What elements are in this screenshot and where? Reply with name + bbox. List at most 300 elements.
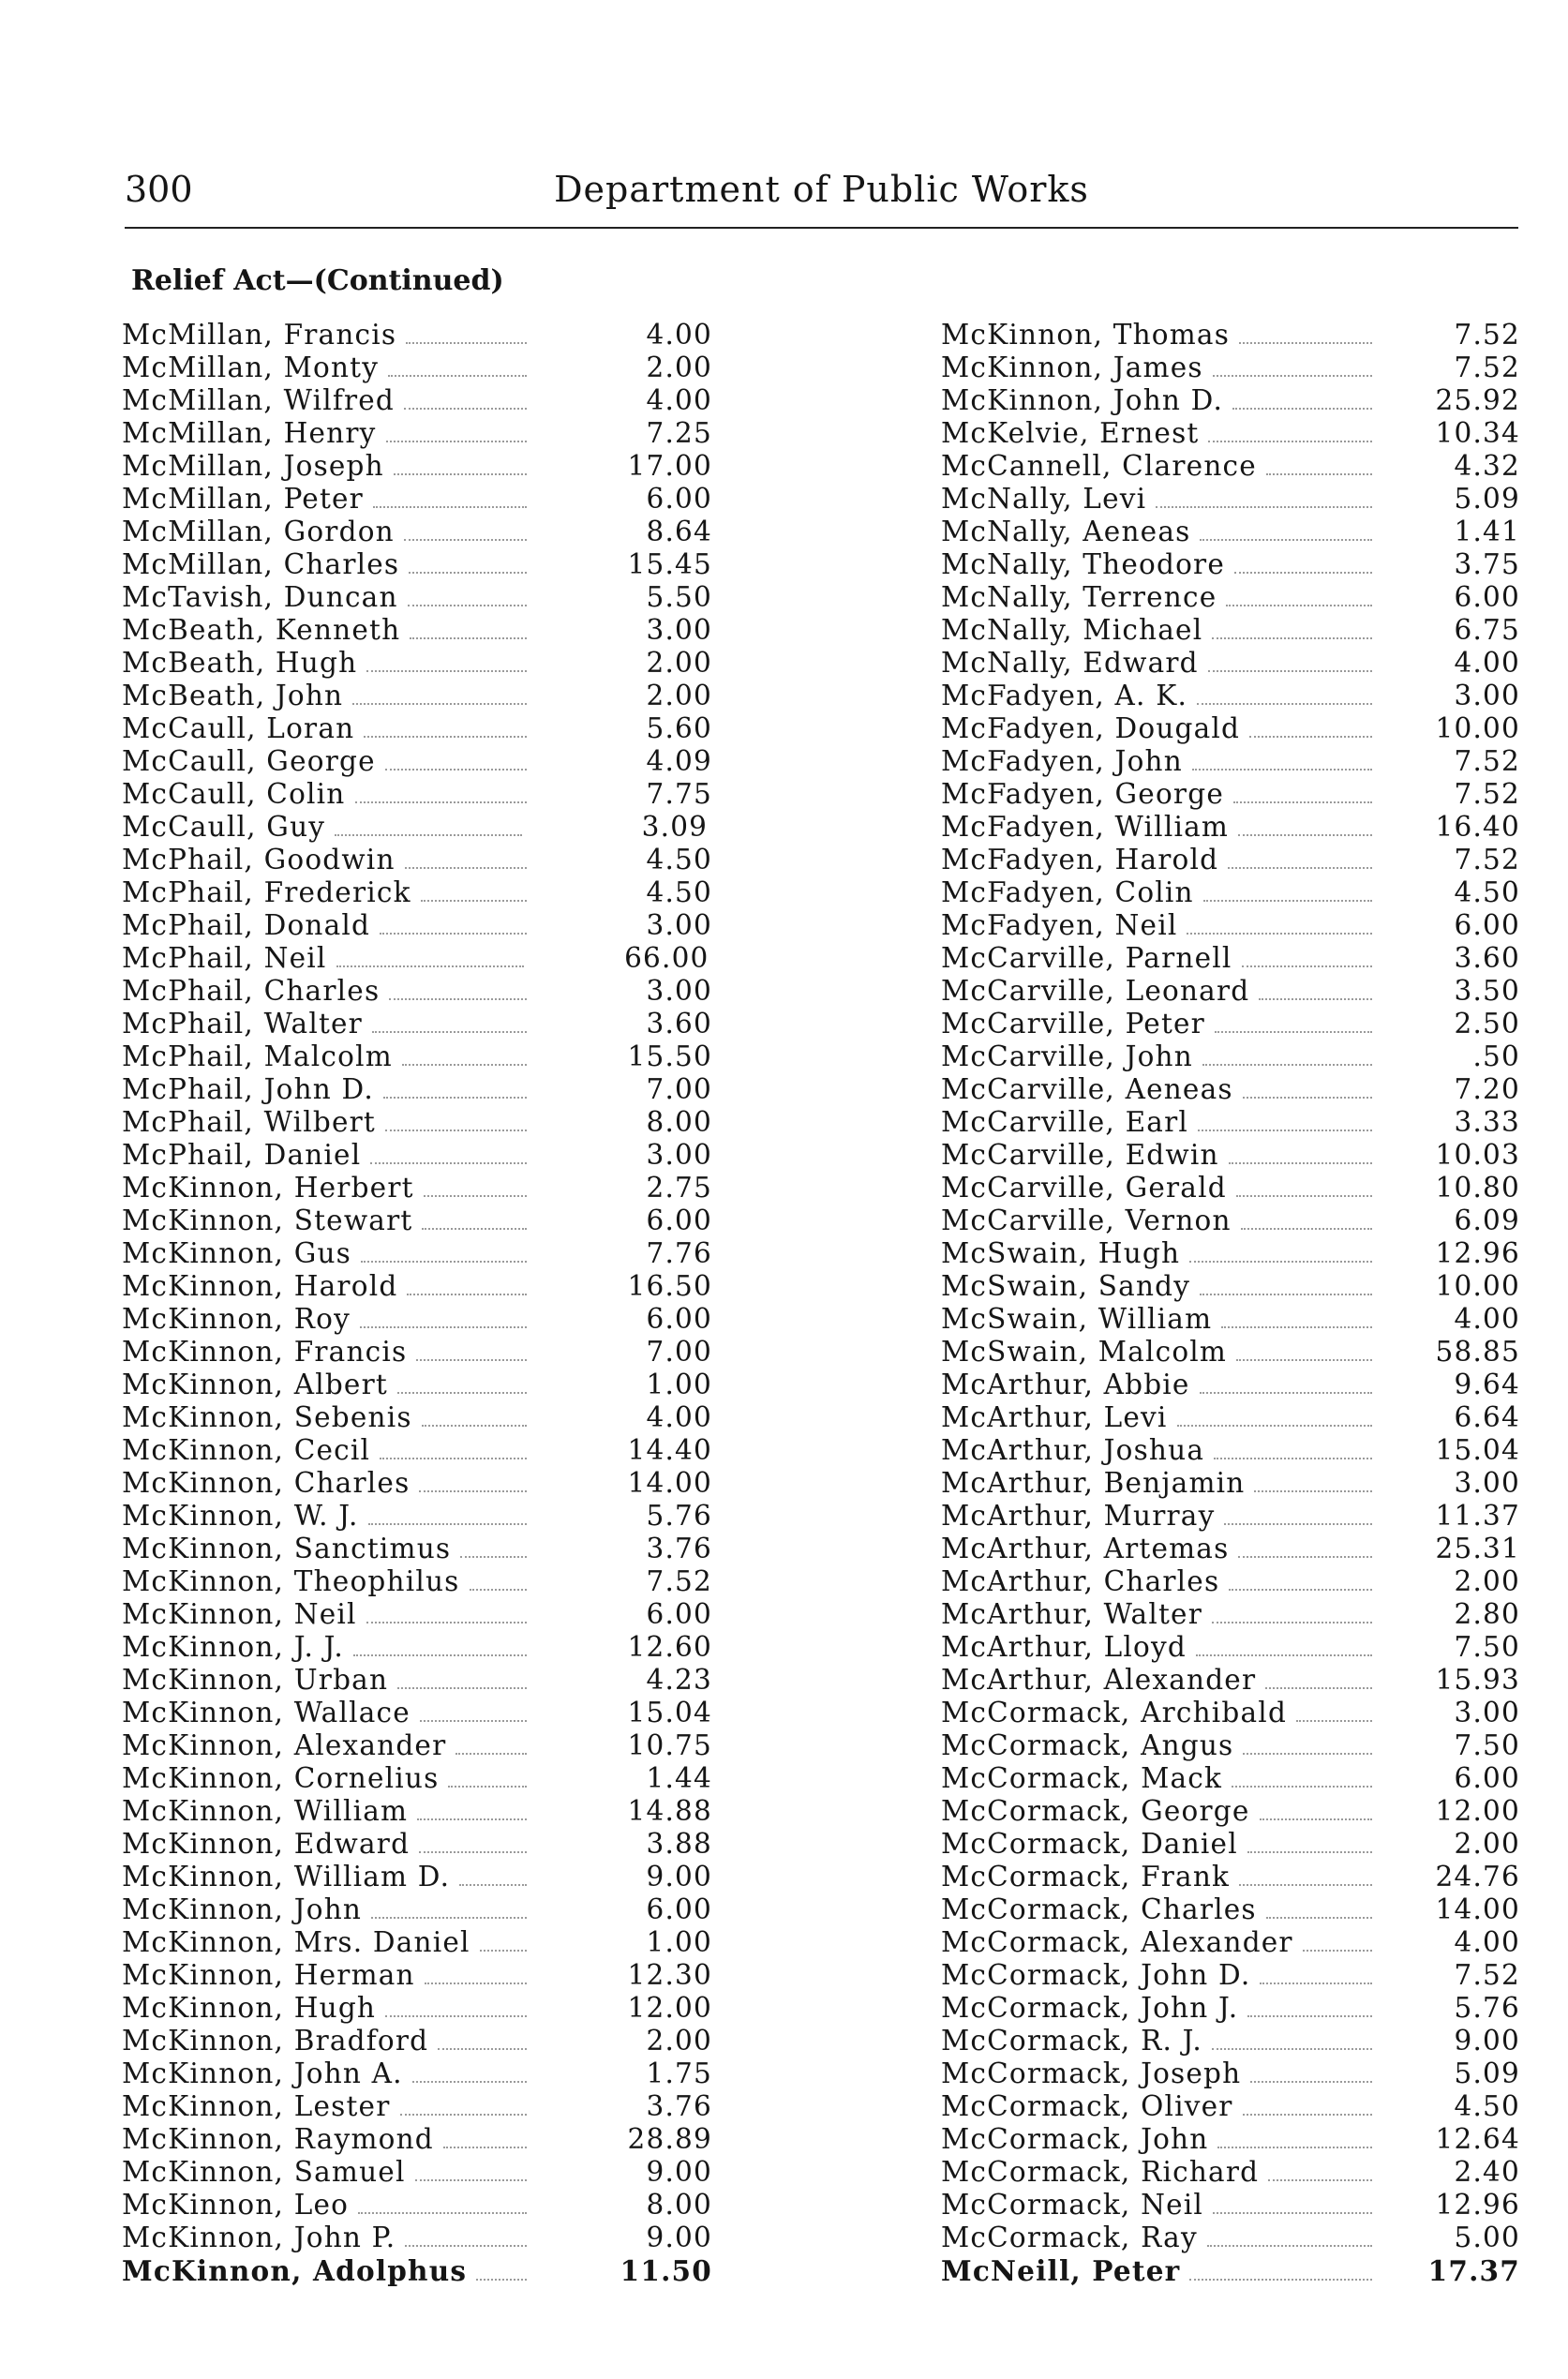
list-item (122, 1565, 712, 1598)
entry-amount: 10.00 (1435, 712, 1520, 744)
dot-leader (373, 487, 527, 508)
list-item (941, 1040, 1520, 1073)
list-item (941, 1204, 1520, 1237)
entry-amount: 2.50 (1454, 1008, 1520, 1040)
entry-name: McKinnon, Neil (122, 1598, 357, 1630)
entry-name: McCannell, Clarence (941, 450, 1257, 482)
dot-leader (404, 520, 527, 541)
list-item (122, 548, 712, 581)
entry-name: McKinnon, Alexander (122, 1729, 447, 1761)
list-item (122, 1500, 712, 1533)
list-item (122, 1598, 712, 1631)
entry-name: McKinnon, Leo (122, 2189, 350, 2221)
entry-amount: 1.75 (646, 2057, 712, 2089)
dot-leader (425, 1964, 527, 1984)
dot-leader (1203, 881, 1372, 902)
entry-name: McKinnon, Herbert (122, 1172, 414, 1204)
list-item (122, 417, 712, 450)
entry-name: McCaull, Loran (122, 712, 355, 744)
entry-name: McArthur, Levi (941, 1401, 1168, 1433)
entry-amount: 17.37 (1427, 2254, 1520, 2287)
list-item (941, 1828, 1520, 1861)
dot-leader (397, 1373, 527, 1394)
dot-leader (1265, 1668, 1372, 1689)
list-item (941, 450, 1520, 483)
dot-leader (1260, 1800, 1372, 1820)
entry-amount: 2.00 (646, 352, 712, 383)
list-item (941, 778, 1520, 811)
entry-name: McBeath, Hugh (122, 647, 358, 679)
list-item (941, 1336, 1520, 1369)
entry-name: McSwain, Hugh (941, 1237, 1181, 1269)
entry-amount: 6.00 (1454, 1762, 1520, 1794)
entry-amount: 7.76 (646, 1237, 712, 1269)
dot-leader (408, 586, 527, 606)
dot-leader (1196, 1636, 1372, 1656)
entry-name: McArthur, Alexander (941, 1664, 1257, 1696)
entry-amount: 5.60 (646, 712, 712, 744)
entry-name: McKinnon, J. J. (122, 1631, 344, 1663)
entry-name: McKinnon, Edward (122, 1828, 411, 1860)
entry-amount: 16.50 (627, 1270, 712, 1302)
dot-leader (1243, 1734, 1372, 1755)
entry-amount: 12.00 (627, 1992, 712, 2024)
list-item (122, 1795, 712, 1828)
entry-amount: 17.00 (627, 450, 712, 482)
dot-leader (355, 783, 527, 803)
entry-name: McNally, Aeneas (941, 516, 1191, 547)
entry-amount: 4.32 (1454, 450, 1520, 482)
entry-name: McPhail, Wilbert (122, 1106, 376, 1138)
dot-leader (1213, 356, 1372, 377)
dot-leader (404, 389, 527, 410)
list-item (122, 1040, 712, 1073)
entry-amount: 6.00 (1454, 581, 1520, 613)
entry-amount: 66.00 (624, 942, 709, 974)
dot-leader (422, 1209, 527, 1230)
list-item (122, 1762, 712, 1795)
list-item (122, 352, 712, 384)
list-item (941, 352, 1520, 384)
dot-leader (368, 1504, 527, 1525)
dot-leader (1247, 1997, 1372, 2017)
dot-leader (1212, 2029, 1372, 2050)
entry-amount: 6.00 (1454, 909, 1520, 941)
entry-amount: 2.00 (646, 2025, 712, 2057)
list-item (941, 483, 1520, 516)
dot-leader (405, 848, 527, 869)
entry-name: McMillan, Henry (122, 417, 377, 449)
entry-amount: 8.00 (646, 1106, 712, 1138)
dot-leader (389, 980, 527, 1000)
list-item (941, 548, 1520, 581)
entry-amount: 11.50 (620, 2254, 712, 2287)
dot-leader (415, 2161, 527, 2181)
list-item (122, 319, 712, 352)
list-item (941, 2254, 1520, 2287)
list-item (941, 1401, 1520, 1434)
entry-amount: 7.52 (1454, 1959, 1520, 1991)
list-item (941, 1598, 1520, 1631)
entry-amount: 5.00 (1454, 2222, 1520, 2253)
entry-amount: 2.00 (1454, 1565, 1520, 1597)
list-item (941, 1106, 1520, 1139)
list-item (122, 647, 712, 680)
entry-name: McArthur, Benjamin (941, 1467, 1246, 1499)
list-item (122, 450, 712, 483)
list-item (122, 1270, 712, 1303)
entry-amount: 6.00 (646, 1303, 712, 1335)
entry-name: McPhail, Goodwin (122, 844, 396, 875)
dot-leader (460, 1537, 527, 1558)
entry-name: McMillan, Wilfred (122, 384, 396, 416)
list-item (941, 1861, 1520, 1893)
entry-amount: 15.45 (627, 548, 712, 580)
dot-leader (1303, 1931, 1372, 1952)
entry-amount: 8.00 (646, 2189, 712, 2221)
list-item (122, 1926, 712, 1959)
list-item (122, 975, 712, 1008)
entry-amount: 4.00 (646, 319, 712, 351)
dot-leader (366, 1603, 527, 1623)
dot-leader (1208, 651, 1372, 672)
section-heading: Relief Act—(Continued) (131, 264, 504, 297)
list-item (941, 417, 1520, 450)
list-item (941, 811, 1520, 844)
list-item (122, 2222, 712, 2254)
dot-leader (1234, 553, 1372, 574)
dot-leader (409, 553, 527, 574)
dot-leader (1250, 2062, 1372, 2083)
dot-leader (412, 2062, 527, 2083)
entry-name: McCaull, George (122, 745, 376, 777)
entry-amount: 7.00 (646, 1073, 712, 1105)
list-item (122, 2090, 712, 2123)
list-item (941, 384, 1520, 417)
entry-amount: 15.93 (1435, 1664, 1520, 1696)
entry-amount: 4.00 (1454, 1926, 1520, 1958)
entry-amount: 4.50 (646, 844, 712, 875)
list-item (941, 1795, 1520, 1828)
dot-leader (1200, 1275, 1372, 1295)
entry-name: McCormack, Neil (941, 2189, 1204, 2221)
list-item (941, 516, 1520, 548)
dot-leader (419, 1472, 527, 1492)
list-item (941, 1369, 1520, 1401)
entry-name: McTavish, Duncan (122, 581, 398, 613)
dot-leader (1243, 1078, 1372, 1099)
entry-amount: 8.64 (646, 516, 712, 547)
dot-leader (410, 619, 527, 639)
entry-name: McCormack, R. J. (941, 2025, 1202, 2057)
entry-name: McKinnon, Sanctimus (122, 1533, 452, 1564)
entry-amount: 7.75 (646, 778, 712, 810)
entry-name: McMillan, Peter (122, 483, 364, 515)
list-item (122, 1336, 712, 1369)
dot-leader (420, 1701, 527, 1722)
list-item (941, 1467, 1520, 1500)
dot-leader (1247, 1833, 1372, 1853)
dot-leader (1238, 1537, 1372, 1558)
dot-leader (1187, 914, 1372, 935)
entry-name: McKinnon, Gus (122, 1237, 352, 1269)
dot-leader (1296, 1701, 1372, 1722)
entry-amount: 15.50 (627, 1040, 712, 1072)
entry-name: McBeath, Kenneth (122, 614, 401, 646)
list-item (122, 1008, 712, 1040)
entry-name: McKinnon, Albert (122, 1369, 388, 1400)
entry-name: McCaull, Guy (122, 811, 326, 843)
list-item (941, 647, 1520, 680)
entry-name: McKinnon, Sebenis (122, 1401, 412, 1433)
list-item (122, 1172, 712, 1204)
entry-amount: 3.00 (646, 1139, 712, 1171)
entry-amount: 3.00 (646, 909, 712, 941)
dot-leader (448, 1767, 527, 1788)
entry-amount: 12.96 (1435, 1237, 1520, 1269)
dot-leader (1189, 1242, 1372, 1263)
dot-leader (1224, 1504, 1372, 1525)
entry-amount: 25.31 (1435, 1533, 1520, 1564)
entry-name: McCarville, Gerald (941, 1172, 1227, 1204)
entry-amount: 4.09 (646, 745, 712, 777)
dot-leader (1177, 1406, 1372, 1427)
dot-leader (1197, 684, 1372, 705)
list-item (941, 1697, 1520, 1729)
entry-amount: 6.64 (1454, 1401, 1520, 1433)
entry-name: McPhail, Frederick (122, 876, 411, 908)
dot-leader (480, 1931, 527, 1952)
entry-amount: 9.00 (646, 2156, 712, 2188)
dot-leader (394, 455, 527, 475)
entry-name: McFadyen, A. K. (941, 680, 1188, 711)
entry-amount: 7.52 (1454, 745, 1520, 777)
entry-amount: 15.04 (627, 1697, 712, 1728)
list-item (122, 2156, 712, 2189)
entry-name: McNally, Theodore (941, 548, 1225, 580)
list-item (941, 1073, 1520, 1106)
entry-name: McKinnon, Samuel (122, 2156, 406, 2188)
dot-leader (1189, 2260, 1372, 2281)
dot-leader (419, 1833, 527, 1853)
entry-amount: 6.00 (646, 1598, 712, 1630)
entry-name: McKinnon, Raymond (122, 2123, 434, 2155)
list-item (122, 1893, 712, 1926)
entry-name: McCormack, George (941, 1795, 1250, 1827)
entry-amount: 28.89 (627, 2123, 712, 2155)
entry-amount: 4.00 (646, 384, 712, 416)
dot-leader (421, 881, 527, 902)
list-item (941, 1631, 1520, 1664)
entry-name: McKinnon, Cecil (122, 1434, 371, 1466)
entry-name: McKinnon, Charles (122, 1467, 411, 1499)
list-item (941, 2222, 1520, 2254)
entry-amount: 10.00 (1435, 1270, 1520, 1302)
dot-leader (1232, 1767, 1372, 1788)
entry-name: McCormack, Oliver (941, 2090, 1233, 2122)
list-item (941, 1926, 1520, 1959)
dot-leader (1156, 487, 1372, 508)
dot-leader (424, 1176, 527, 1197)
list-item (122, 1697, 712, 1729)
list-item (122, 1861, 712, 1893)
entry-amount: 6.00 (646, 1893, 712, 1925)
entry-amount: .50 (1472, 1040, 1520, 1072)
dot-leader (1268, 2161, 1372, 2181)
entry-name: McKinnon, Theophilus (122, 1565, 460, 1597)
entry-name: McCormack, Mack (941, 1762, 1223, 1794)
dot-leader (1221, 1308, 1372, 1328)
list-item (941, 2090, 1520, 2123)
entry-amount: 24.76 (1435, 1861, 1520, 1893)
list-item (122, 1434, 712, 1467)
dot-leader (405, 2226, 527, 2247)
dot-leader (1226, 586, 1372, 606)
dot-leader (438, 2029, 527, 2050)
entry-amount: 3.50 (1454, 975, 1520, 1007)
entry-name: McNeill, Peter (941, 2254, 1181, 2287)
entry-amount: 7.52 (1454, 778, 1520, 810)
dot-leader (402, 1045, 527, 1066)
right-column (941, 319, 1520, 2287)
entry-name: McCormack, Alexander (941, 1926, 1293, 1958)
entry-name: McCarville, Peter (941, 1008, 1205, 1040)
entry-amount: 25.92 (1435, 384, 1520, 416)
entry-name: McCormack, Angus (941, 1729, 1234, 1761)
list-item (122, 1467, 712, 1500)
list-item (941, 1533, 1520, 1565)
list-item (941, 581, 1520, 614)
entry-name: McFadyen, Neil (941, 909, 1178, 941)
list-item (122, 1729, 712, 1762)
entry-amount: 3.00 (1454, 1467, 1520, 1499)
entry-amount: 12.30 (627, 1959, 712, 1991)
list-item (122, 1303, 712, 1336)
list-item (122, 778, 712, 811)
entry-name: McCormack, Ray (941, 2222, 1198, 2253)
dot-leader (1242, 947, 1372, 967)
entry-amount: 14.40 (627, 1434, 712, 1466)
entry-amount: 3.76 (646, 1533, 712, 1564)
entry-name: McMillan, Joseph (122, 450, 384, 482)
dot-leader (370, 1144, 527, 1164)
entry-name: McKinnon, Herman (122, 1959, 415, 1991)
list-item (941, 1893, 1520, 1926)
dot-leader (1215, 1012, 1372, 1033)
list-item (941, 1992, 1520, 2025)
entry-amount: 10.03 (1435, 1139, 1520, 1171)
entry-name: McKinnon, Francis (122, 1336, 408, 1368)
entry-name: McCarville, Leonard (941, 975, 1250, 1007)
entry-amount: 2.40 (1454, 2156, 1520, 2188)
page-title: Department of Public Works (554, 169, 1089, 210)
dot-leader (1207, 2226, 1372, 2247)
dot-leader (1236, 1176, 1372, 1197)
list-item (122, 2123, 712, 2156)
list-item (122, 1139, 712, 1172)
list-item (122, 1664, 712, 1697)
entry-name: McArthur, Abbie (941, 1369, 1190, 1400)
entry-amount: 6.00 (646, 1204, 712, 1236)
entry-name: McCarville, John (941, 1040, 1193, 1072)
list-item (941, 909, 1520, 942)
entry-amount: 14.00 (627, 1467, 712, 1499)
dot-leader (361, 1242, 527, 1263)
dot-leader (459, 1865, 527, 1886)
list-item (122, 384, 712, 417)
entry-name: McKinnon, Roy (122, 1303, 351, 1335)
dot-leader (400, 2095, 527, 2116)
entry-amount: 1.44 (646, 1762, 712, 1794)
entry-amount: 7.52 (1454, 319, 1520, 351)
entry-amount: 58.85 (1435, 1336, 1520, 1368)
entry-name: McPhail, Walter (122, 1008, 363, 1040)
entry-amount: 3.09 (641, 811, 709, 843)
dot-leader (1260, 1964, 1372, 1984)
entry-name: McPhail, Charles (122, 975, 381, 1007)
entry-amount: 2.80 (1454, 1598, 1520, 1630)
entry-name: McKinnon, Stewart (122, 1204, 413, 1236)
entry-name: McKinnon, Bradford (122, 2025, 429, 2057)
entry-name: McCaull, Colin (122, 778, 346, 810)
dot-leader (476, 2260, 527, 2281)
entry-name: McKinnon, Harold (122, 1270, 398, 1302)
list-item (122, 1992, 712, 2025)
entry-amount: 7.52 (1454, 352, 1520, 383)
dot-leader (1233, 783, 1372, 803)
dot-leader (1229, 1144, 1372, 1164)
entry-name: McArthur, Artemas (941, 1533, 1230, 1564)
entry-amount: 3.00 (1454, 1697, 1520, 1728)
page-number: 300 (125, 169, 193, 210)
dot-leader (1239, 1865, 1372, 1886)
list-item (941, 1008, 1520, 1040)
entry-name: McKinnon, John D. (941, 384, 1224, 416)
entry-amount: 2.00 (1454, 1828, 1520, 1860)
entry-amount: 6.00 (646, 483, 712, 515)
entry-amount: 3.88 (646, 1828, 712, 1860)
entry-name: McPhail, Donald (122, 909, 371, 941)
entry-amount: 7.00 (646, 1336, 712, 1368)
list-item (122, 2057, 712, 2090)
dot-leader (385, 1997, 527, 2017)
list-item (122, 942, 712, 975)
list-item (941, 1664, 1520, 1697)
list-item (122, 680, 712, 712)
entry-name: McCormack, Daniel (941, 1828, 1238, 1860)
entry-amount: 14.88 (627, 1795, 712, 1827)
dot-leader (1213, 2193, 1372, 2214)
entry-amount: 7.25 (646, 417, 712, 449)
dot-leader (1232, 389, 1372, 410)
list-item (941, 614, 1520, 647)
entry-name: McMillan, Monty (122, 352, 380, 383)
entry-name: McCormack, Frank (941, 1861, 1231, 1893)
dot-leader (1239, 323, 1372, 344)
entry-amount: 7.52 (1454, 844, 1520, 875)
list-item (941, 2189, 1520, 2222)
entry-amount: 12.60 (627, 1631, 712, 1663)
entry-name: McNally, Levi (941, 483, 1147, 515)
entry-name: McKinnon, William (122, 1795, 409, 1827)
entry-amount: 9.00 (646, 2222, 712, 2253)
list-item (941, 975, 1520, 1008)
dot-leader (443, 2128, 527, 2148)
dot-leader (364, 717, 527, 738)
left-column (122, 319, 712, 2287)
list-item (941, 1303, 1520, 1336)
list-item (941, 942, 1520, 975)
